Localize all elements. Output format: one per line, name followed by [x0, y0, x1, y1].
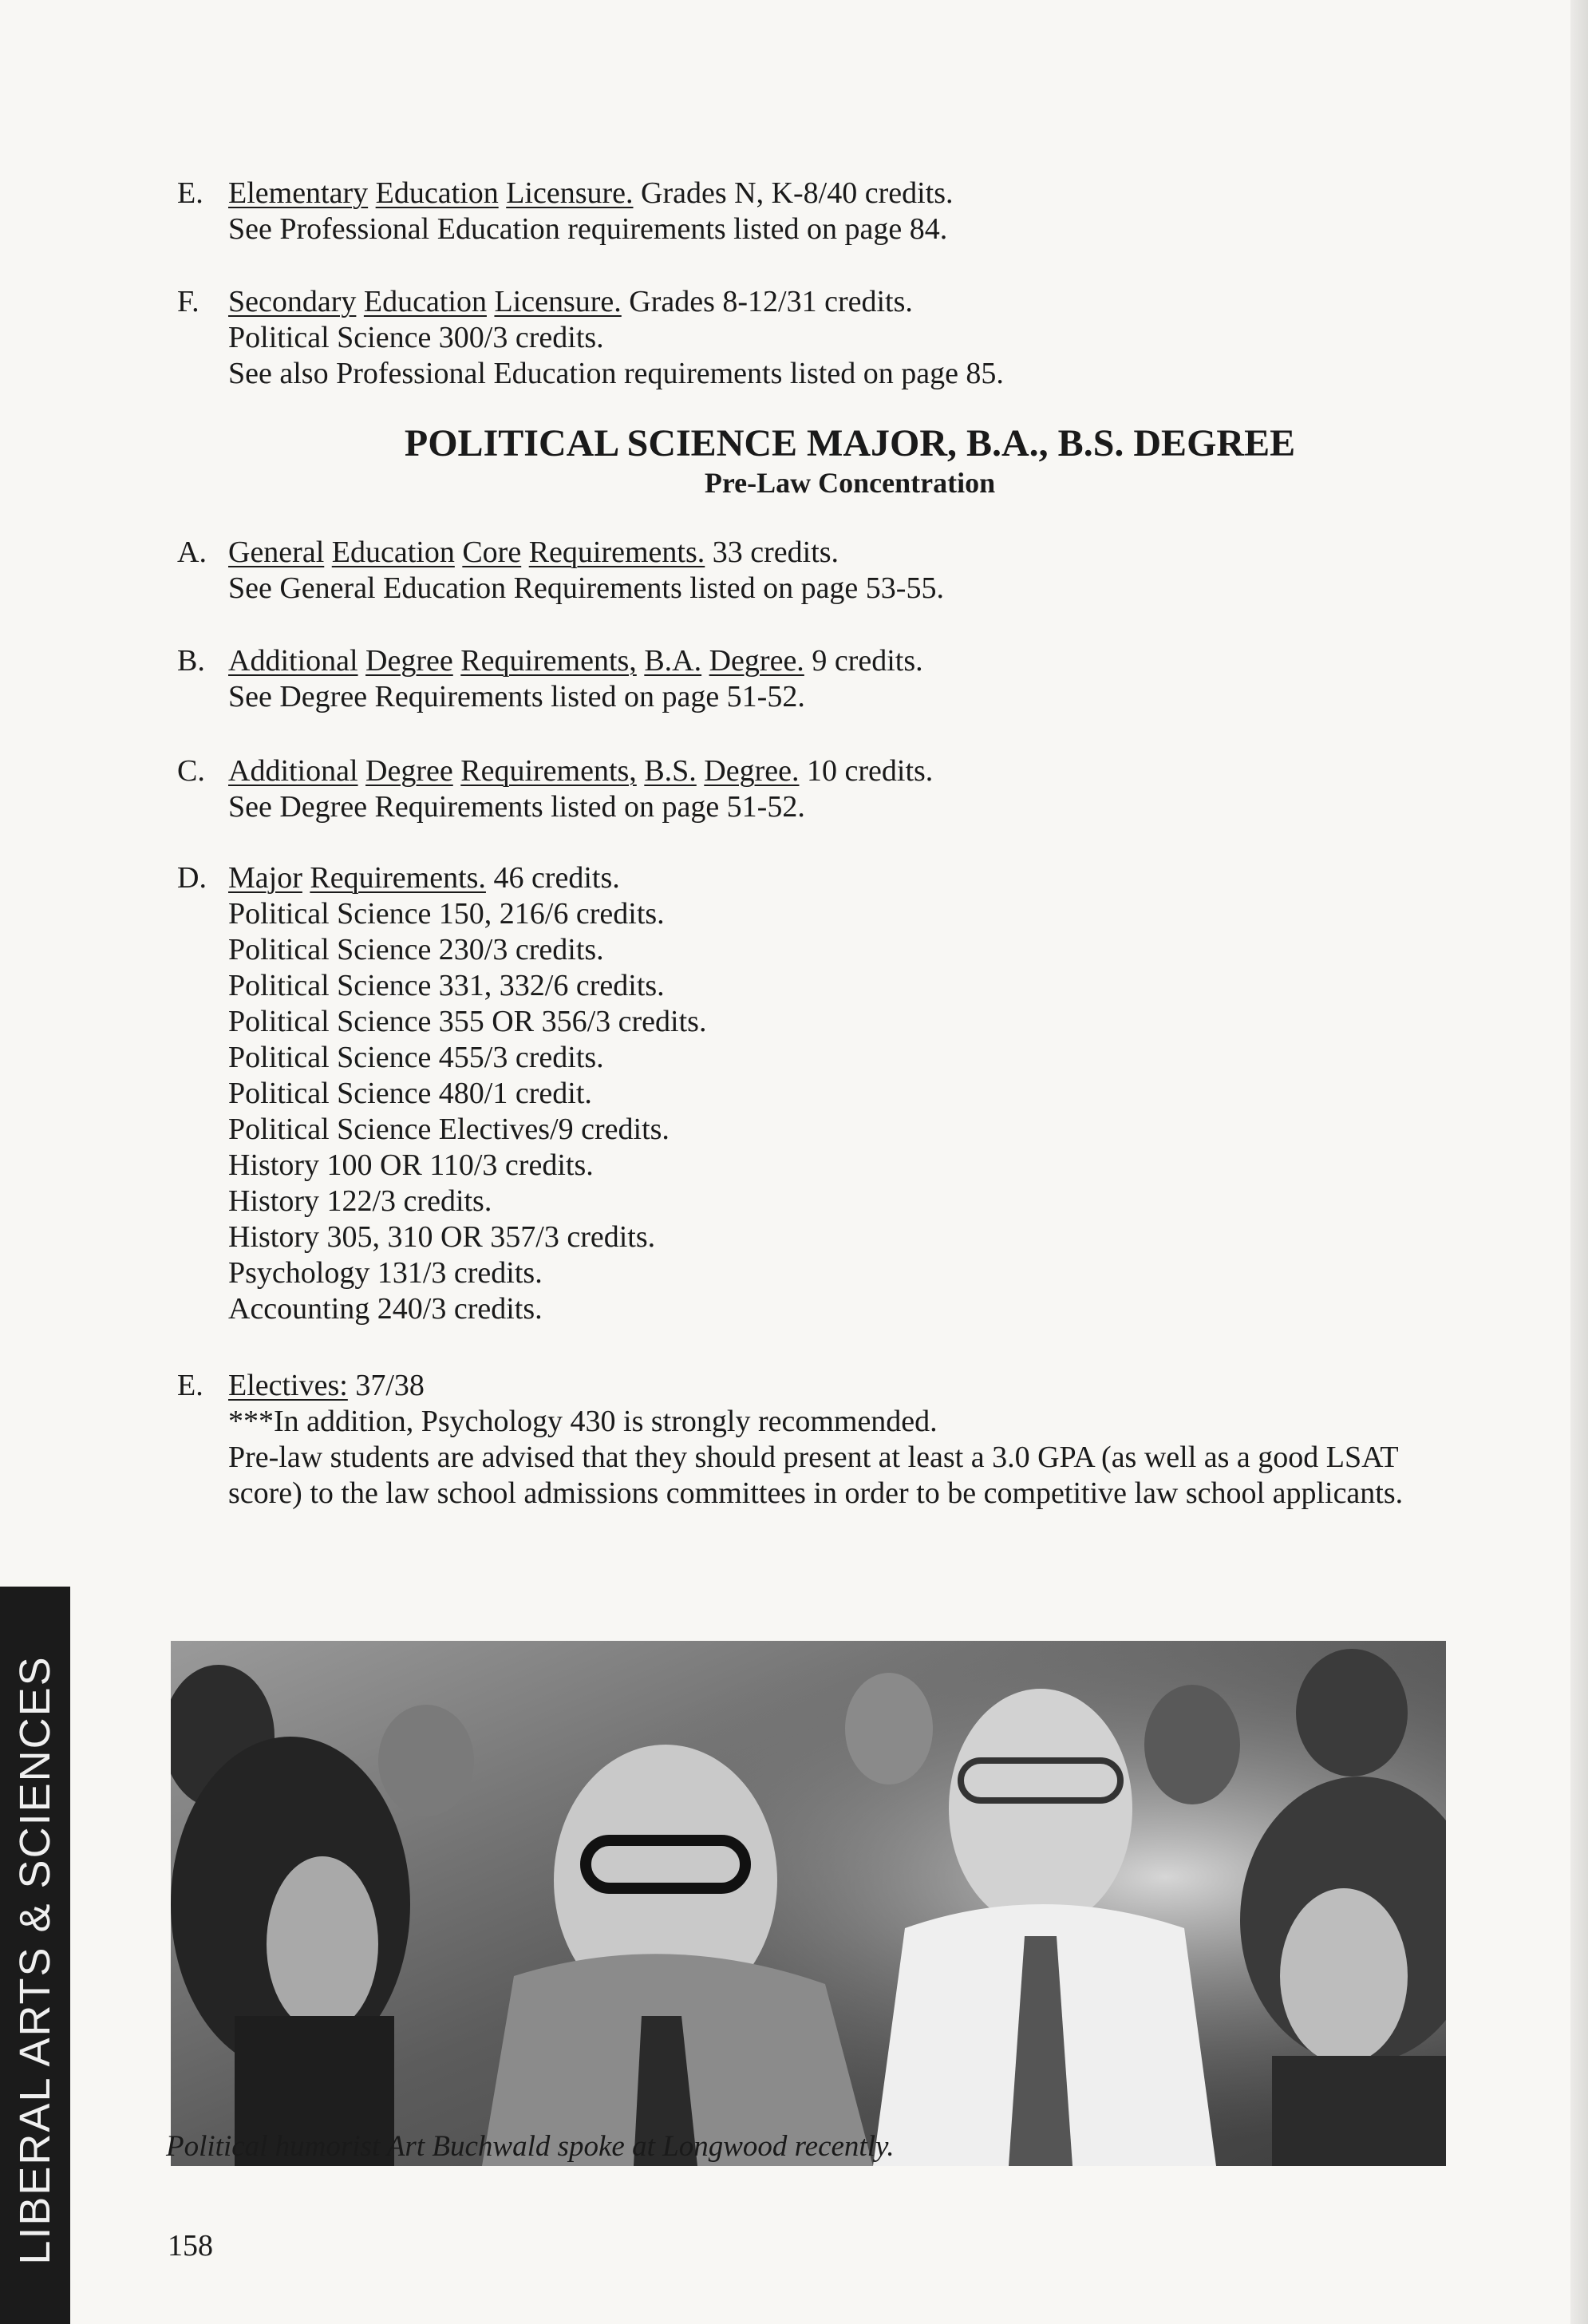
event-photo — [171, 1641, 1446, 2166]
section-detail-line: See General Education Requirements listed on page 53-55. — [228, 571, 944, 605]
title-word: Requirements, — [460, 644, 637, 678]
title-word: Elementary — [228, 176, 369, 210]
title-word: Requirements, — [460, 754, 637, 788]
title-word: Requirements. — [528, 536, 705, 569]
section-title-line — [228, 535, 1518, 571]
title-word: Degree. — [709, 644, 804, 678]
requirement-line: History 100 OR 110/3 credits. — [228, 1148, 594, 1182]
requirement-line: Political Science 230/3 credits. — [228, 933, 604, 966]
title-word: Major — [228, 861, 302, 895]
section-a-general-education — [177, 535, 1518, 607]
section-d-major-requirements — [177, 860, 1518, 1327]
section-letter: F. — [177, 285, 199, 318]
title-word: Degree. — [704, 754, 800, 788]
side-tab-label: LIBERAL ARTS & SCIENCES — [11, 1655, 59, 2265]
requirement-line: Political Science 150, 216/6 credits. — [228, 897, 665, 931]
title-rest: Grades N, K-8/40 credits. — [633, 176, 954, 210]
page-number: 158 — [168, 2229, 213, 2263]
title-word: B.S. — [644, 754, 697, 788]
section-letter: E. — [177, 1369, 203, 1402]
title-word: Licensure. — [506, 176, 634, 210]
requirement-line: Political Science Electives/9 credits. — [228, 1113, 670, 1146]
page-edge — [1570, 0, 1588, 2324]
requirement-line: History 122/3 credits. — [228, 1184, 492, 1218]
section-e-electives — [177, 1368, 1454, 1512]
section-letter: E. — [177, 176, 203, 210]
recommendation-line: ***In addition, Psychology 430 is strongly recommended. — [228, 1405, 938, 1438]
title-rest: 10 credits. — [799, 754, 934, 788]
section-title-line — [228, 284, 1518, 320]
section-detail-line: Political Science 300/3 credits. — [228, 321, 604, 354]
title-word: Licensure. — [494, 285, 622, 318]
title-word: Core — [462, 536, 522, 569]
title-word: Education — [331, 536, 455, 569]
section-b-ba-degree — [177, 643, 1518, 715]
title-word: Additional — [228, 644, 358, 678]
section-letter: B. — [177, 644, 205, 678]
title-word: Degree — [365, 754, 453, 788]
section-title-line — [228, 860, 1518, 896]
section-letter: C. — [177, 754, 205, 788]
section-title-line — [228, 643, 1518, 679]
title-word: Electives: — [228, 1369, 348, 1402]
title-rest: 9 credits. — [804, 644, 923, 678]
section-letter: D. — [177, 861, 207, 895]
requirement-line: Political Science 331, 332/6 credits. — [228, 969, 665, 1002]
title-rest: 37/38 — [347, 1369, 425, 1402]
title-word: Requirements. — [310, 861, 486, 895]
title-rest: 33 credits. — [705, 536, 839, 569]
page-subtitle: Pre-Law Concentration — [704, 467, 996, 499]
title-word: Secondary — [228, 285, 357, 318]
title-word: General — [228, 536, 325, 569]
title-rest: Grades 8-12/31 credits. — [621, 285, 913, 318]
section-title-line — [228, 176, 1518, 211]
section-detail-line: See also Professional Education requirements listed on page 85. — [228, 357, 1004, 390]
page-title: POLITICAL SCIENCE MAJOR, B.A., B.S. DEGREE — [404, 422, 1296, 464]
requirement-line: Political Science 455/3 credits. — [228, 1041, 604, 1074]
section-c-bs-degree — [177, 753, 1518, 825]
advice-paragraph: Pre-law students are advised that they should present at least a 3.0 GPA (as well as a good LSAT score) to the law school admissions committees in order to be competitive law school applicants. — [228, 1441, 1404, 1510]
requirement-line: Political Science 480/1 credit. — [228, 1077, 592, 1110]
title-word: Education — [375, 176, 499, 210]
title-rest: 46 credits. — [485, 861, 620, 895]
title-word: B.A. — [644, 644, 702, 678]
section-f-secondary-education — [177, 284, 1518, 392]
section-detail-line: See Degree Requirements listed on page 51-52. — [228, 680, 805, 713]
section-letter: A. — [177, 536, 207, 569]
major-heading — [0, 421, 1588, 500]
requirement-line: Accounting 240/3 credits. — [228, 1292, 543, 1326]
section-title-line — [228, 753, 1518, 789]
title-word: Education — [363, 285, 487, 318]
requirement-line: Psychology 131/3 credits. — [228, 1256, 543, 1290]
title-word: Degree — [365, 644, 453, 678]
title-word: Additional — [228, 754, 358, 788]
section-detail-line: See Professional Education requirements listed on page 84. — [228, 212, 948, 246]
photo-caption: Political humorist Art Buchwald spoke at Longwood recently. — [166, 2130, 895, 2163]
section-detail-line: See Degree Requirements listed on page 51-52. — [228, 790, 805, 824]
requirement-line: History 305, 310 OR 357/3 credits. — [228, 1220, 656, 1254]
section-e-elementary-education — [177, 176, 1518, 247]
section-title-line — [228, 1368, 1454, 1404]
photo-illustration — [171, 1641, 1446, 2166]
requirement-line: Political Science 355 OR 356/3 credits. — [228, 1005, 707, 1038]
